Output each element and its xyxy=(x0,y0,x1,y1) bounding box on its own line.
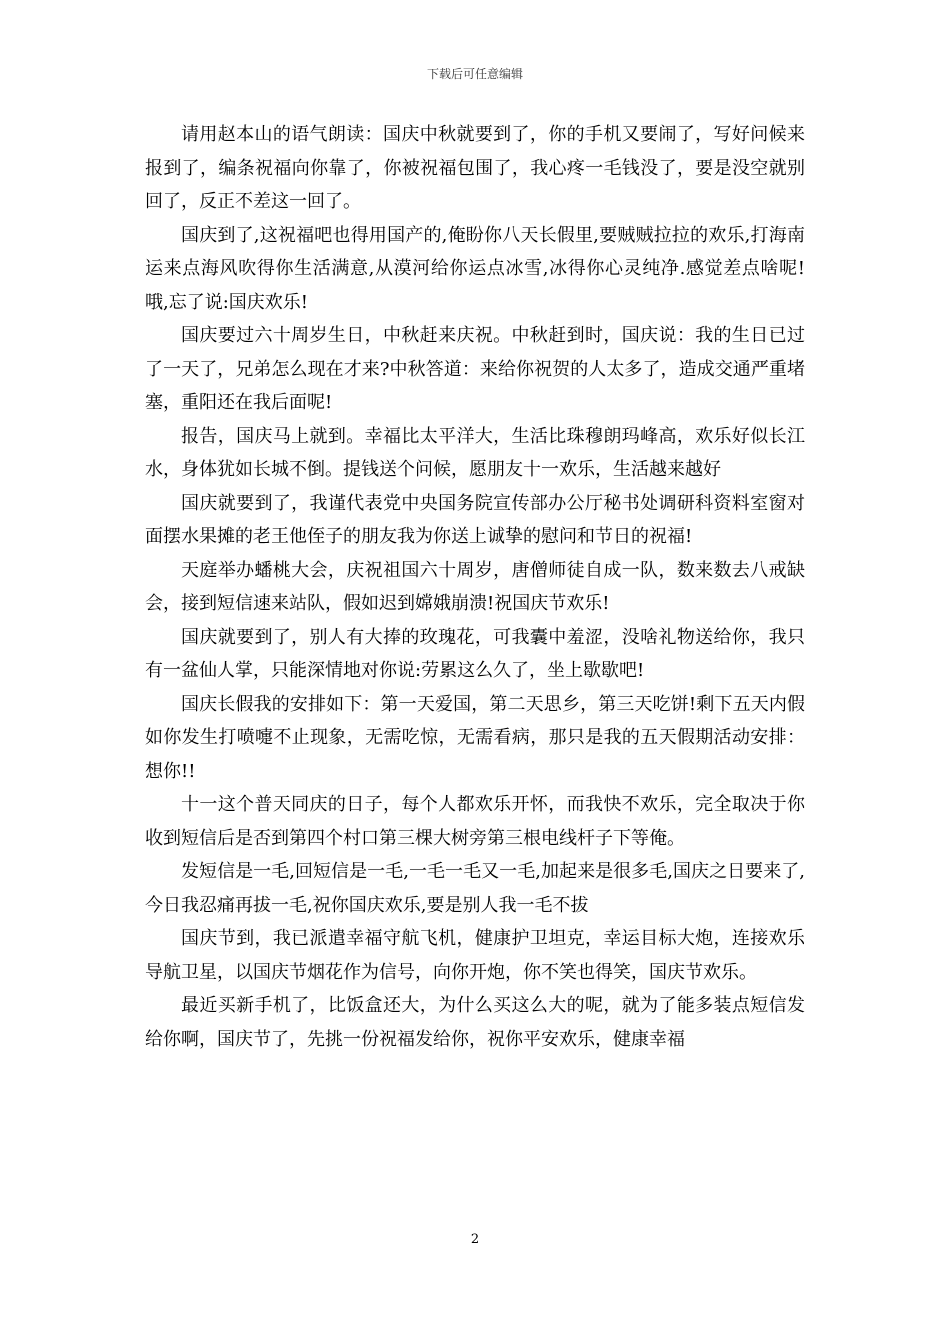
paragraph: 国庆长假我的安排如下：第一天爱国，第二天思乡，第三天吃饼!剩下五天内假如你发生打喷嚏不止现象，无需吃惊，无需看病，那只是我的五天假期活动安排：想你!! xyxy=(145,693,805,782)
paragraph: 请用赵本山的语气朗读：国庆中秋就要到了，你的手机又要闹了，写好问候来报到了，编条祝福向你靠了，你被祝福包围了，我心疼一毛钱没了，要是没空就别回了，反正不差这一回了。 xyxy=(145,124,805,212)
paragraph: 报告，国庆马上就到。幸福比太平洋大，生活比珠穆朗玛峰高，欢乐好似长江水，身体犹如长城不倒。提钱送个问候，愿朋友十一欢乐，生活越来越好 xyxy=(145,425,805,480)
paragraph: 国庆到了,这祝福吧也得用国产的,俺盼你八天长假里,要贼贼拉拉的欢乐,打海南运来点海风吹得你生活满意,从漠河给你运点冰雪,冰得你心灵纯净.感觉差点啥呢!哦,忘了说:国庆欢乐! xyxy=(145,224,805,313)
page-number: 2 xyxy=(470,1232,480,1247)
paragraph: 国庆节到，我已派遣幸福守航飞机，健康护卫坦克，幸运目标大炮，连接欢乐导航卫星，以国庆节烟花作为信号，向你开炮，你不笑也得笑，国庆节欢乐。 xyxy=(145,928,805,983)
paragraph: 十一这个普天同庆的日子，每个人都欢乐开怀，而我快不欢乐，完全取决于你收到短信后是否到第四个村口第三棵大树旁第三根电线杆子下等俺。 xyxy=(145,794,805,849)
paragraph: 国庆就要到了，我谨代表党中央国务院宣传部办公厅秘书处调研科资料室窗对面摆水果摊的老王他侄子的朋友我为你送上诚挚的慰问和节日的祝福! xyxy=(145,492,805,547)
paragraph: 国庆要过六十周岁生日，中秋赶来庆祝。中秋赶到时，国庆说：我的生日已过了一天了，兄弟怎么现在才来?中秋答道：来给你祝贺的人太多了，造成交通严重堵塞，重阳还在我后面呢! xyxy=(145,325,805,413)
document-body xyxy=(145,118,805,1056)
paragraph: 最近买新手机了，比饭盒还大，为什么买这么大的呢，就为了能多装点短信发给你啊，国庆节了，先挑一份祝福发给你，祝你平安欢乐，健康幸福 xyxy=(145,995,805,1050)
paragraph: 天庭举办蟠桃大会，庆祝祖国六十周岁，唐僧师徒自成一队，数来数去八戒缺会，接到短信速来站队，假如迟到嫦娥崩溃!祝国庆节欢乐! xyxy=(145,559,805,614)
paragraph: 国庆就要到了，别人有大捧的玫瑰花，可我囊中羞涩，没啥礼物送给你，我只有一盆仙人掌，只能深情地对你说:劳累这么久了，坐上歇歇吧! xyxy=(145,626,805,681)
paragraph: 发短信是一毛,回短信是一毛,一毛一毛又一毛,加起来是很多毛,国庆之日要来了,今日我忍痛再拔一毛,祝你国庆欢乐,要是别人我一毛不拔 xyxy=(145,861,805,916)
page-header: 下载后可任意编辑 xyxy=(426,67,523,81)
